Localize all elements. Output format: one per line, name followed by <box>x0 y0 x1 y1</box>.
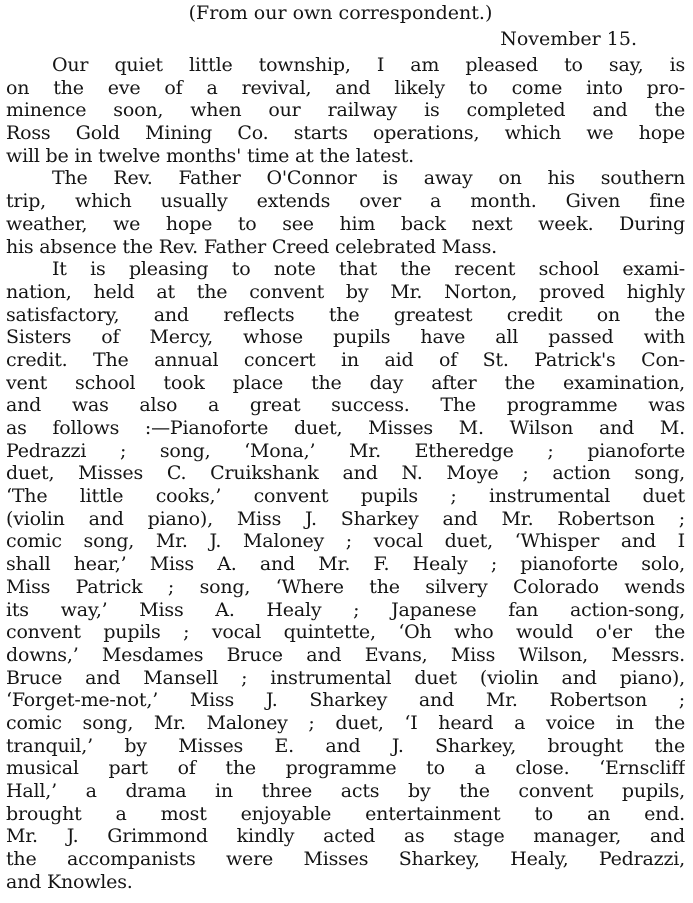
text-line: Ross Gold Mining Co. starts operations, which we hope <box>6 122 685 145</box>
text-line: weather, we hope to see him back next week. During <box>6 212 685 235</box>
text-line: vent school took place the day after the examination, <box>6 371 685 394</box>
paragraph-father-oconnor <box>6 167 685 258</box>
text-line: The Rev. Father O'Connor is away on his southern <box>52 167 685 190</box>
text-line: brought a most enjoyable entertainment to an end. <box>6 802 685 825</box>
text-line: comic song, Mr. J. Maloney ; vocal duet, ‘Whisper and I <box>6 530 685 553</box>
text-line: comic song, Mr. Maloney ; duet, ‘I heard a voice in the <box>6 711 685 734</box>
text-line: convent pupils ; vocal quintette, ‘Oh who would o'er the <box>6 621 685 644</box>
text-line: Bruce and Mansell ; instrumental duet (violin and piano), <box>6 666 685 689</box>
text-line: Hall,’ a drama in three acts by the convent pupils, <box>6 780 685 802</box>
text-line: Sisters of Mercy, whose pupils have all passed with <box>6 326 685 349</box>
text-line: and was also a great success. The programme was <box>6 394 685 417</box>
text-line: satisfactory, and reflects the greatest credit on the <box>6 303 685 326</box>
text-line: It is pleasing to note that the recent school exami- <box>52 258 685 281</box>
text-line: musical part of the programme to a close. ‘Ernscliff <box>6 757 685 780</box>
article-dateline: November 15. <box>500 28 637 50</box>
text-line: as follows :—Pianoforte duet, Misses M. Wilson and M. <box>6 417 685 439</box>
text-line: its way,’ Miss A. Healy ; Japanese fan action-song, <box>6 598 685 621</box>
text-line: (violin and piano), Miss J. Sharkey and Mr. Robertson ; <box>6 507 685 530</box>
text-line: the accompanists were Misses Sharkey, Healy, Pedrazzi, <box>6 848 685 871</box>
paragraph-township <box>6 54 685 167</box>
text-line: shall hear,’ Miss A. and Mr. F. Healy ; pianoforte solo, <box>6 553 685 576</box>
text-line: Mr. J. Grimmond kindly acted as stage manager, and <box>6 825 685 848</box>
text-line: credit. The annual concert in aid of St. Patrick's Con- <box>6 348 685 371</box>
text-line: Pedrazzi ; song, ‘Mona,’ Mr. Etheredge ; pianoforte <box>6 439 685 462</box>
text-line: nation, held at the convent by Mr. Norton, proved highly <box>6 280 685 303</box>
text-line: ‘The little cooks,’ convent pupils ; instrumental duet <box>6 485 685 508</box>
text-line: Our quiet little township, I am pleased to say, is <box>52 54 685 76</box>
text-line: duet, Misses C. Cruikshank and N. Moye ; action song, <box>6 462 685 485</box>
text-line: and Knowles. <box>6 870 133 893</box>
text-line: his absence the Rev. Father Creed celebrated Mass. <box>6 235 497 258</box>
text-line: tranquil,’ by Misses E. and J. Sharkey, brought the <box>6 734 685 757</box>
text-line: will be in twelve months' time at the latest. <box>6 144 415 167</box>
text-line: downs,’ Mesdames Bruce and Evans, Miss Wilson, Messrs. <box>6 643 685 666</box>
paragraph-school-concert <box>6 258 685 893</box>
text-line: minence soon, when our railway is completed and the <box>6 99 685 122</box>
text-line: Miss Patrick ; song, ‘Where the silvery Colorado wends <box>6 575 685 598</box>
text-line: trip, which usually extends over a month. Given fine <box>6 190 685 213</box>
article-heading: (From our own correspondent.) <box>188 2 493 24</box>
text-line: ‘Forget-me-not,’ Miss J. Sharkey and Mr. Robertson ; <box>6 689 685 712</box>
text-line: on the eve of a revival, and likely to come into pro- <box>6 76 685 99</box>
